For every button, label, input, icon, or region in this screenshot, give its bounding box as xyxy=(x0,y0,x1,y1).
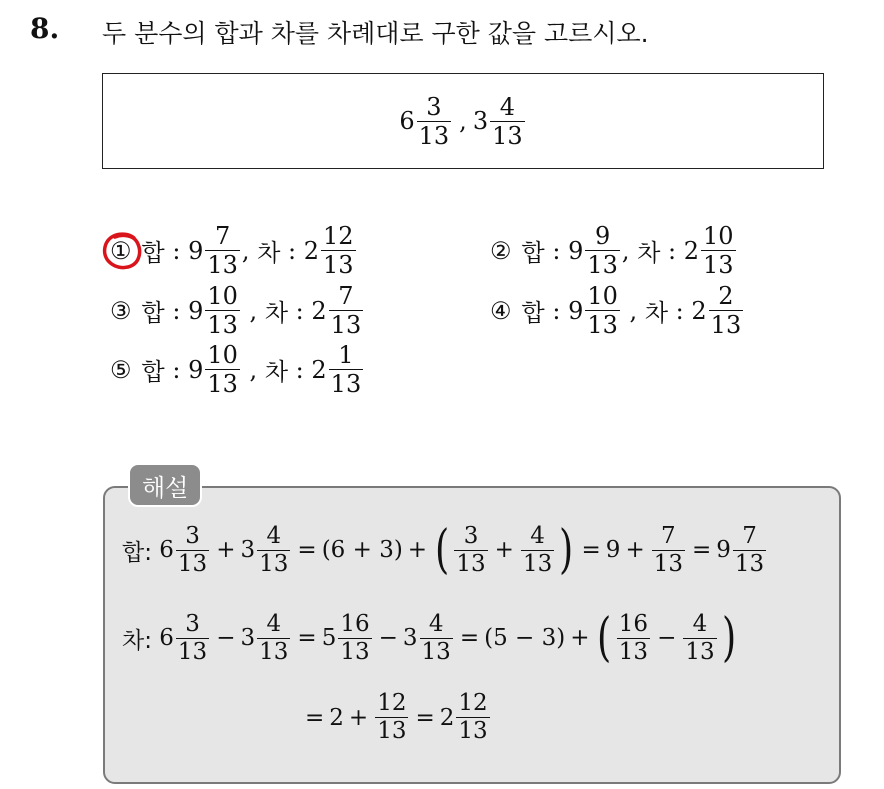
diff-whole: 2 xyxy=(311,355,327,384)
denominator: 13 xyxy=(207,251,238,279)
question-text: 두 분수의 합과 차를 차례대로 구한 값을 고르시오. xyxy=(102,19,649,48)
equals: = xyxy=(459,625,480,651)
term-whole: 3 xyxy=(240,625,256,651)
sum-line-label: 합: xyxy=(122,539,152,566)
given-fractions-box xyxy=(102,73,824,169)
numerator: 4 xyxy=(692,610,708,637)
given-a-fraction xyxy=(417,92,452,150)
sum-label: 합 xyxy=(141,358,165,386)
numerator: 7 xyxy=(214,222,231,250)
colon: : xyxy=(172,355,181,384)
whole-diff: 2 xyxy=(329,704,344,731)
diff-line-label: 차: xyxy=(122,627,152,654)
operator: + xyxy=(407,537,428,563)
numerator: 12 xyxy=(323,222,354,250)
numerator: 4 xyxy=(499,92,515,121)
equals: = xyxy=(297,537,317,563)
grouped-wholes: (6 + 3) xyxy=(321,537,403,563)
colon: : xyxy=(295,355,304,384)
numerator: 3 xyxy=(426,92,442,121)
term-fraction xyxy=(683,610,716,665)
colon: : xyxy=(288,236,297,265)
operator: − xyxy=(657,625,677,651)
choice-2[interactable] xyxy=(490,224,738,277)
numerator: 10 xyxy=(207,341,238,369)
right-paren: ) xyxy=(559,520,574,580)
choice-5[interactable] xyxy=(110,343,365,396)
left-paren: ( xyxy=(597,608,612,668)
result-fraction xyxy=(733,522,766,577)
term-fraction xyxy=(652,522,685,577)
denominator: 13 xyxy=(177,550,208,577)
comma: , xyxy=(249,296,258,325)
term-fraction xyxy=(338,610,371,665)
colon: : xyxy=(668,236,677,265)
choice-marker: ① xyxy=(110,236,132,265)
choice-marker: ④ xyxy=(490,296,512,325)
solution-sum-line xyxy=(122,520,768,580)
diff-whole: 2 xyxy=(683,236,700,265)
term-fraction xyxy=(521,522,554,577)
denominator: 13 xyxy=(618,638,649,665)
term-whole: 6 xyxy=(159,537,174,563)
diff-fraction xyxy=(321,224,356,277)
operator: + xyxy=(348,704,369,731)
choice-4[interactable] xyxy=(490,284,745,337)
diff-fraction xyxy=(329,343,364,396)
given-separator: , xyxy=(459,107,467,135)
denominator: 13 xyxy=(330,311,362,339)
denominator: 13 xyxy=(710,311,742,339)
given-b-whole: 3 xyxy=(472,107,489,135)
given-a-whole: 6 xyxy=(399,107,415,135)
term-fraction xyxy=(257,522,290,577)
sum-fraction xyxy=(585,284,620,337)
result-whole: 2 xyxy=(439,704,455,731)
numerator: 10 xyxy=(587,282,618,310)
sum-label: 합 xyxy=(521,239,545,267)
diff-whole: 2 xyxy=(691,296,707,325)
denominator: 13 xyxy=(207,370,238,398)
sum-fraction xyxy=(205,284,240,337)
solution-diff-line xyxy=(122,608,739,668)
denominator: 13 xyxy=(685,638,715,665)
term-fraction xyxy=(454,522,487,577)
numerator: 1 xyxy=(338,341,354,369)
denominator: 13 xyxy=(421,638,451,665)
term-whole: 6 xyxy=(159,625,174,651)
sum-label: 합 xyxy=(141,299,165,327)
comma: , xyxy=(249,355,258,384)
numerator: 7 xyxy=(661,522,676,549)
left-paren: ( xyxy=(435,520,450,580)
numerator: 7 xyxy=(338,282,354,310)
diff-whole: 2 xyxy=(303,236,320,265)
diff-label: 차 xyxy=(637,239,661,267)
sum-whole: 9 xyxy=(188,296,204,325)
numerator: 12 xyxy=(458,690,488,716)
diff-fraction xyxy=(701,224,736,277)
operator: + xyxy=(625,537,645,563)
term-fraction xyxy=(420,610,453,665)
right-paren: ) xyxy=(721,608,736,668)
numerator: 16 xyxy=(618,610,649,637)
colon: : xyxy=(172,236,181,265)
diff-fraction xyxy=(709,284,744,337)
choice-marker: ② xyxy=(490,236,512,265)
equals: = xyxy=(297,625,317,651)
operator: + xyxy=(570,625,590,651)
numerator: 16 xyxy=(340,610,370,637)
grouped-wholes: (5 − 3) xyxy=(484,625,566,651)
numerator: 12 xyxy=(377,690,407,716)
numerator: 7 xyxy=(742,522,757,549)
choice-marker: ③ xyxy=(110,296,132,325)
sum-whole: 9 xyxy=(568,296,584,325)
numerator: 3 xyxy=(463,522,479,549)
result-whole: 9 xyxy=(716,537,731,563)
denominator: 13 xyxy=(418,121,450,150)
numerator: 2 xyxy=(718,282,734,310)
term-fraction xyxy=(176,610,209,665)
term-whole: 3 xyxy=(402,625,418,651)
solution-diff-line-2 xyxy=(300,692,492,743)
numerator: 10 xyxy=(703,222,734,250)
diff-whole: 2 xyxy=(311,296,327,325)
numerator: 4 xyxy=(530,522,545,549)
diff-label: 차 xyxy=(257,239,281,267)
result-fraction xyxy=(456,692,489,743)
term-fraction xyxy=(617,610,650,665)
sum-fraction xyxy=(205,224,240,277)
colon: : xyxy=(552,236,561,265)
term-fraction xyxy=(176,522,209,577)
equals: = xyxy=(692,537,712,563)
denominator: 13 xyxy=(587,311,618,339)
numerator: 4 xyxy=(428,610,444,637)
denominator: 13 xyxy=(330,370,362,398)
equals: = xyxy=(305,704,325,731)
denominator: 13 xyxy=(456,550,486,577)
operator: + xyxy=(494,537,514,563)
sum-fraction xyxy=(205,343,240,396)
equals: = xyxy=(415,704,435,731)
term-fraction xyxy=(375,692,408,743)
sum-label: 합 xyxy=(141,239,165,267)
numerator: 3 xyxy=(185,522,200,549)
denominator: 13 xyxy=(377,718,407,744)
comma: , xyxy=(629,296,638,325)
solution-title: 해설 xyxy=(128,463,202,507)
numerator: 4 xyxy=(266,522,282,549)
denominator: 13 xyxy=(259,550,289,577)
denominator: 13 xyxy=(323,251,354,279)
denominator: 13 xyxy=(259,638,289,665)
colon: : xyxy=(552,296,561,325)
diff-label: 차 xyxy=(644,299,669,327)
denominator: 13 xyxy=(492,121,523,150)
numerator: 9 xyxy=(594,222,611,250)
numerator: 4 xyxy=(266,610,282,637)
operator: + xyxy=(216,537,236,563)
sum-whole: 9 xyxy=(568,236,584,265)
comma: , xyxy=(241,236,250,265)
numerator: 3 xyxy=(185,610,200,637)
term-fraction xyxy=(257,610,290,665)
diff-fraction xyxy=(329,284,364,337)
given-b-fraction xyxy=(490,92,525,150)
equals: = xyxy=(581,537,601,563)
comma: , xyxy=(621,236,630,265)
denominator: 13 xyxy=(522,550,553,577)
denominator: 13 xyxy=(653,550,683,577)
operator: − xyxy=(378,625,398,651)
choice-marker: ⑤ xyxy=(110,355,132,384)
numerator: 10 xyxy=(207,282,238,310)
denominator: 13 xyxy=(458,718,488,744)
question-number: 8. xyxy=(30,12,60,45)
denominator: 13 xyxy=(207,311,238,339)
choice-1[interactable] xyxy=(110,224,358,277)
operator: − xyxy=(216,625,236,651)
term-whole: 3 xyxy=(240,537,256,563)
sum-fraction xyxy=(585,224,620,277)
denominator: 13 xyxy=(587,251,618,279)
sum-whole: 9 xyxy=(188,236,204,265)
colon: : xyxy=(295,296,304,325)
sum-label: 합 xyxy=(521,299,545,327)
diff-label: 차 xyxy=(264,358,289,386)
diff-label: 차 xyxy=(264,299,289,327)
sum-whole: 9 xyxy=(188,355,204,384)
denominator: 13 xyxy=(703,251,734,279)
colon: : xyxy=(172,296,181,325)
colon: : xyxy=(675,296,684,325)
whole-sum: 9 xyxy=(605,537,621,563)
denominator: 13 xyxy=(734,550,765,577)
denominator: 13 xyxy=(340,638,370,665)
denominator: 13 xyxy=(177,638,208,665)
term-whole: 5 xyxy=(321,625,337,651)
choice-3[interactable] xyxy=(110,284,365,337)
